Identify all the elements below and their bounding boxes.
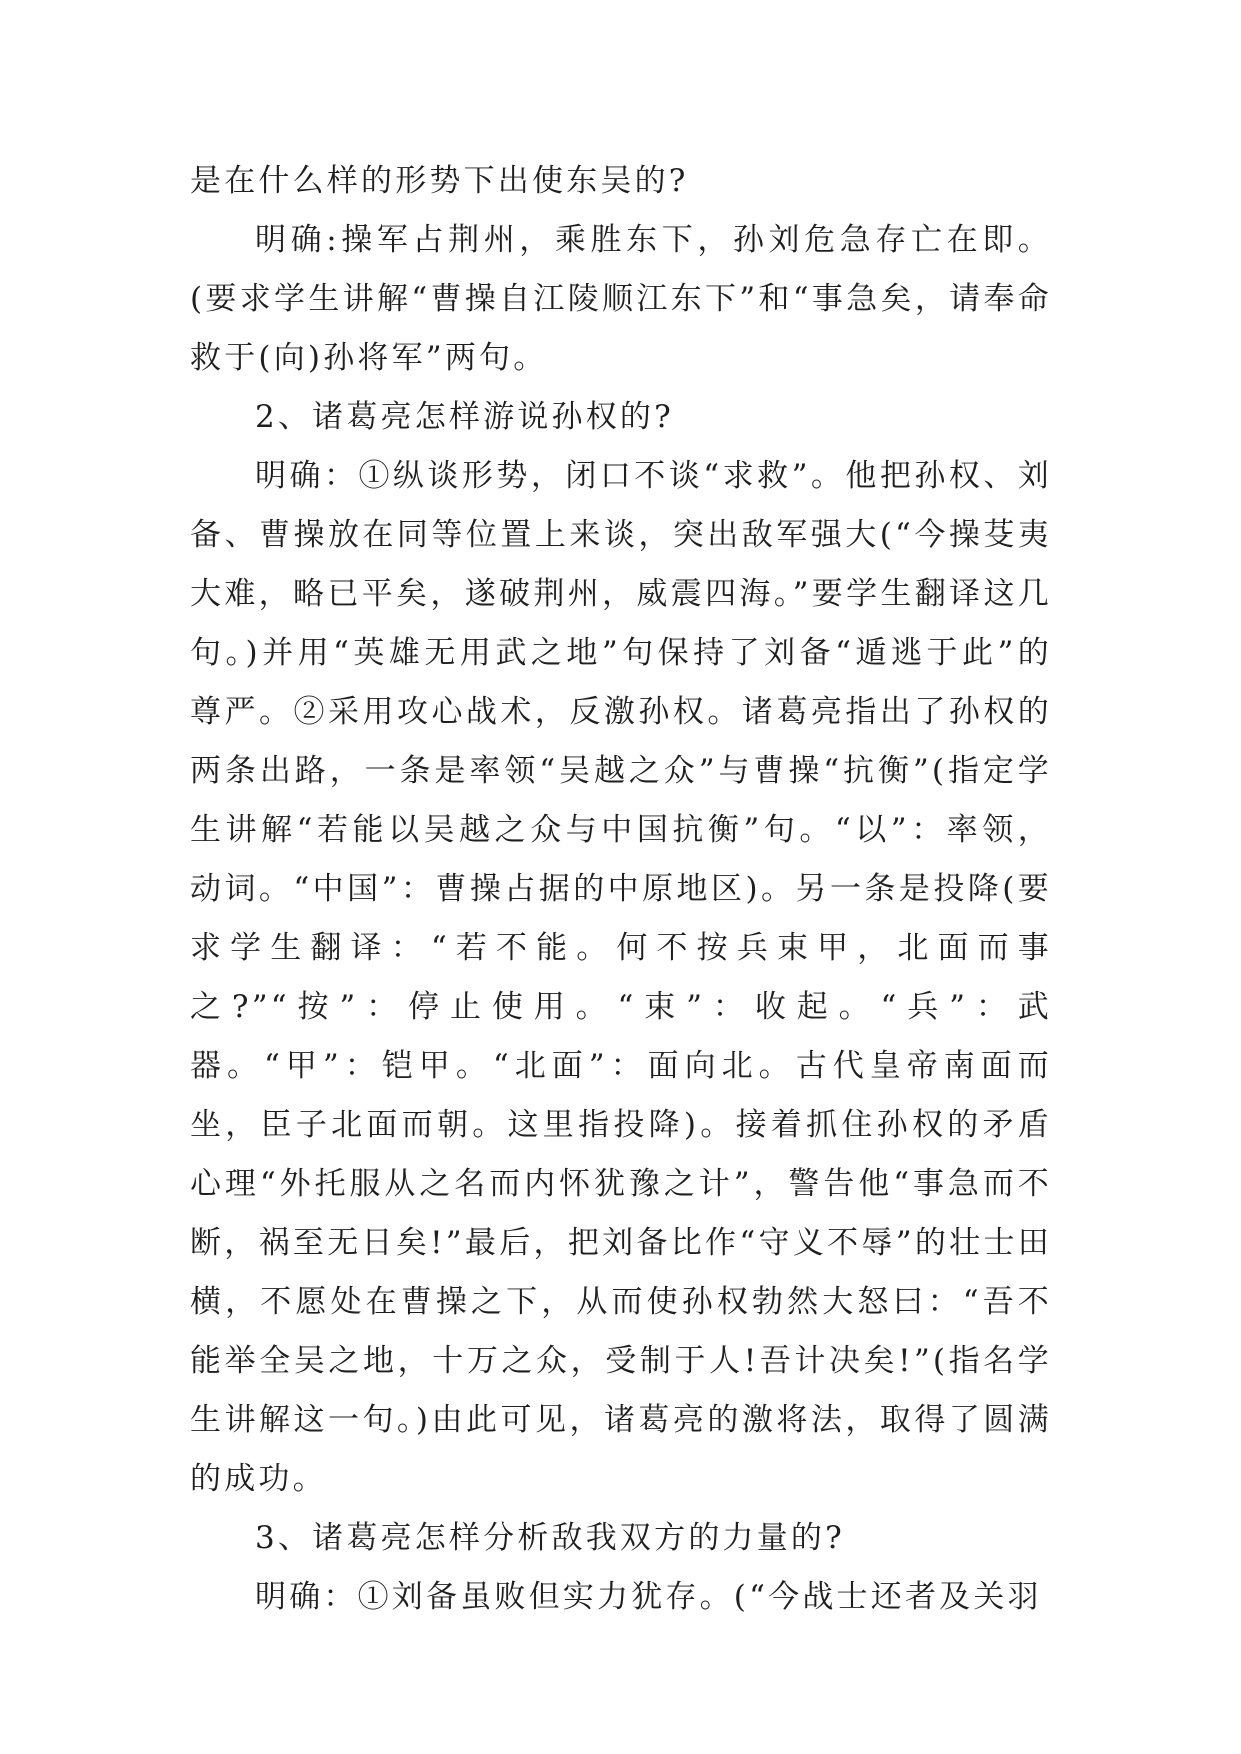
paragraph-answer-1: 明确:操军占荆州，乘胜东下，孙刘危急存亡在即。(要求学生讲解“曹操自江陵顺江东下”和“事急矣，请奉命救于(向)孙将军”两句。 <box>190 222 1052 376</box>
paragraph-question-3: 3、诸葛亮怎样分析敌我双方的力量的? <box>255 1520 845 1556</box>
paragraph-answer-3: 明确：①刘备虽败但实力犹存。(“今战士还者及关羽 <box>255 1579 1042 1615</box>
document-page <box>190 152 1052 1627</box>
paragraph-answer-2: 明确：①纵谈形势，闭口不谈“求救”。他把孙权、刘备、曹操放在同等位置上来谈，突出敌军强大(“今操芟夷大难，略已平矣，遂破荆州，威震四海。”要学生翻译这几句。)并用“英雄无用武之地”句保持了刘备“遁逃于此”的尊严。②采用攻心战术，反激孙权。诸葛亮指出了孙权的两条出路，一条是率领“吴越之众”与曹操“抗衡”(指定学生讲解“若能以吴越之众与中国抗衡”句。“以”：率领，动词。“中国”：曹操占据的中原地区)。另一条是投降(要求学生翻译：“若不能。何不按兵束甲，北面而事之?”“按”：停止使用。“束”：收起。“兵”：武器。“甲”：铠甲。“北面”：面向北。古代皇帝南面而坐，臣子北面而朝。这里指投降)。接着抓住孙权的矛盾心理“外托服从之名而内怀犹豫之计”，警告他“事急而不断，祸至无日矣!”最后，把刘备比作“守义不辱”的壮士田横，不愿处在曹操之下，从而使孙权勃然大怒曰：“吾不能举全吴之地，十万之众，受制于人!吾计决矣!”(指名学生讲解这一句。)由此可见，诸葛亮的激将法，取得了圆满的成功。 <box>190 458 1052 1497</box>
paragraph-question-2: 2、诸葛亮怎样游说孙权的? <box>255 399 674 435</box>
paragraph-context-question: 是在什么样的形势下出使东吴的? <box>190 163 689 199</box>
